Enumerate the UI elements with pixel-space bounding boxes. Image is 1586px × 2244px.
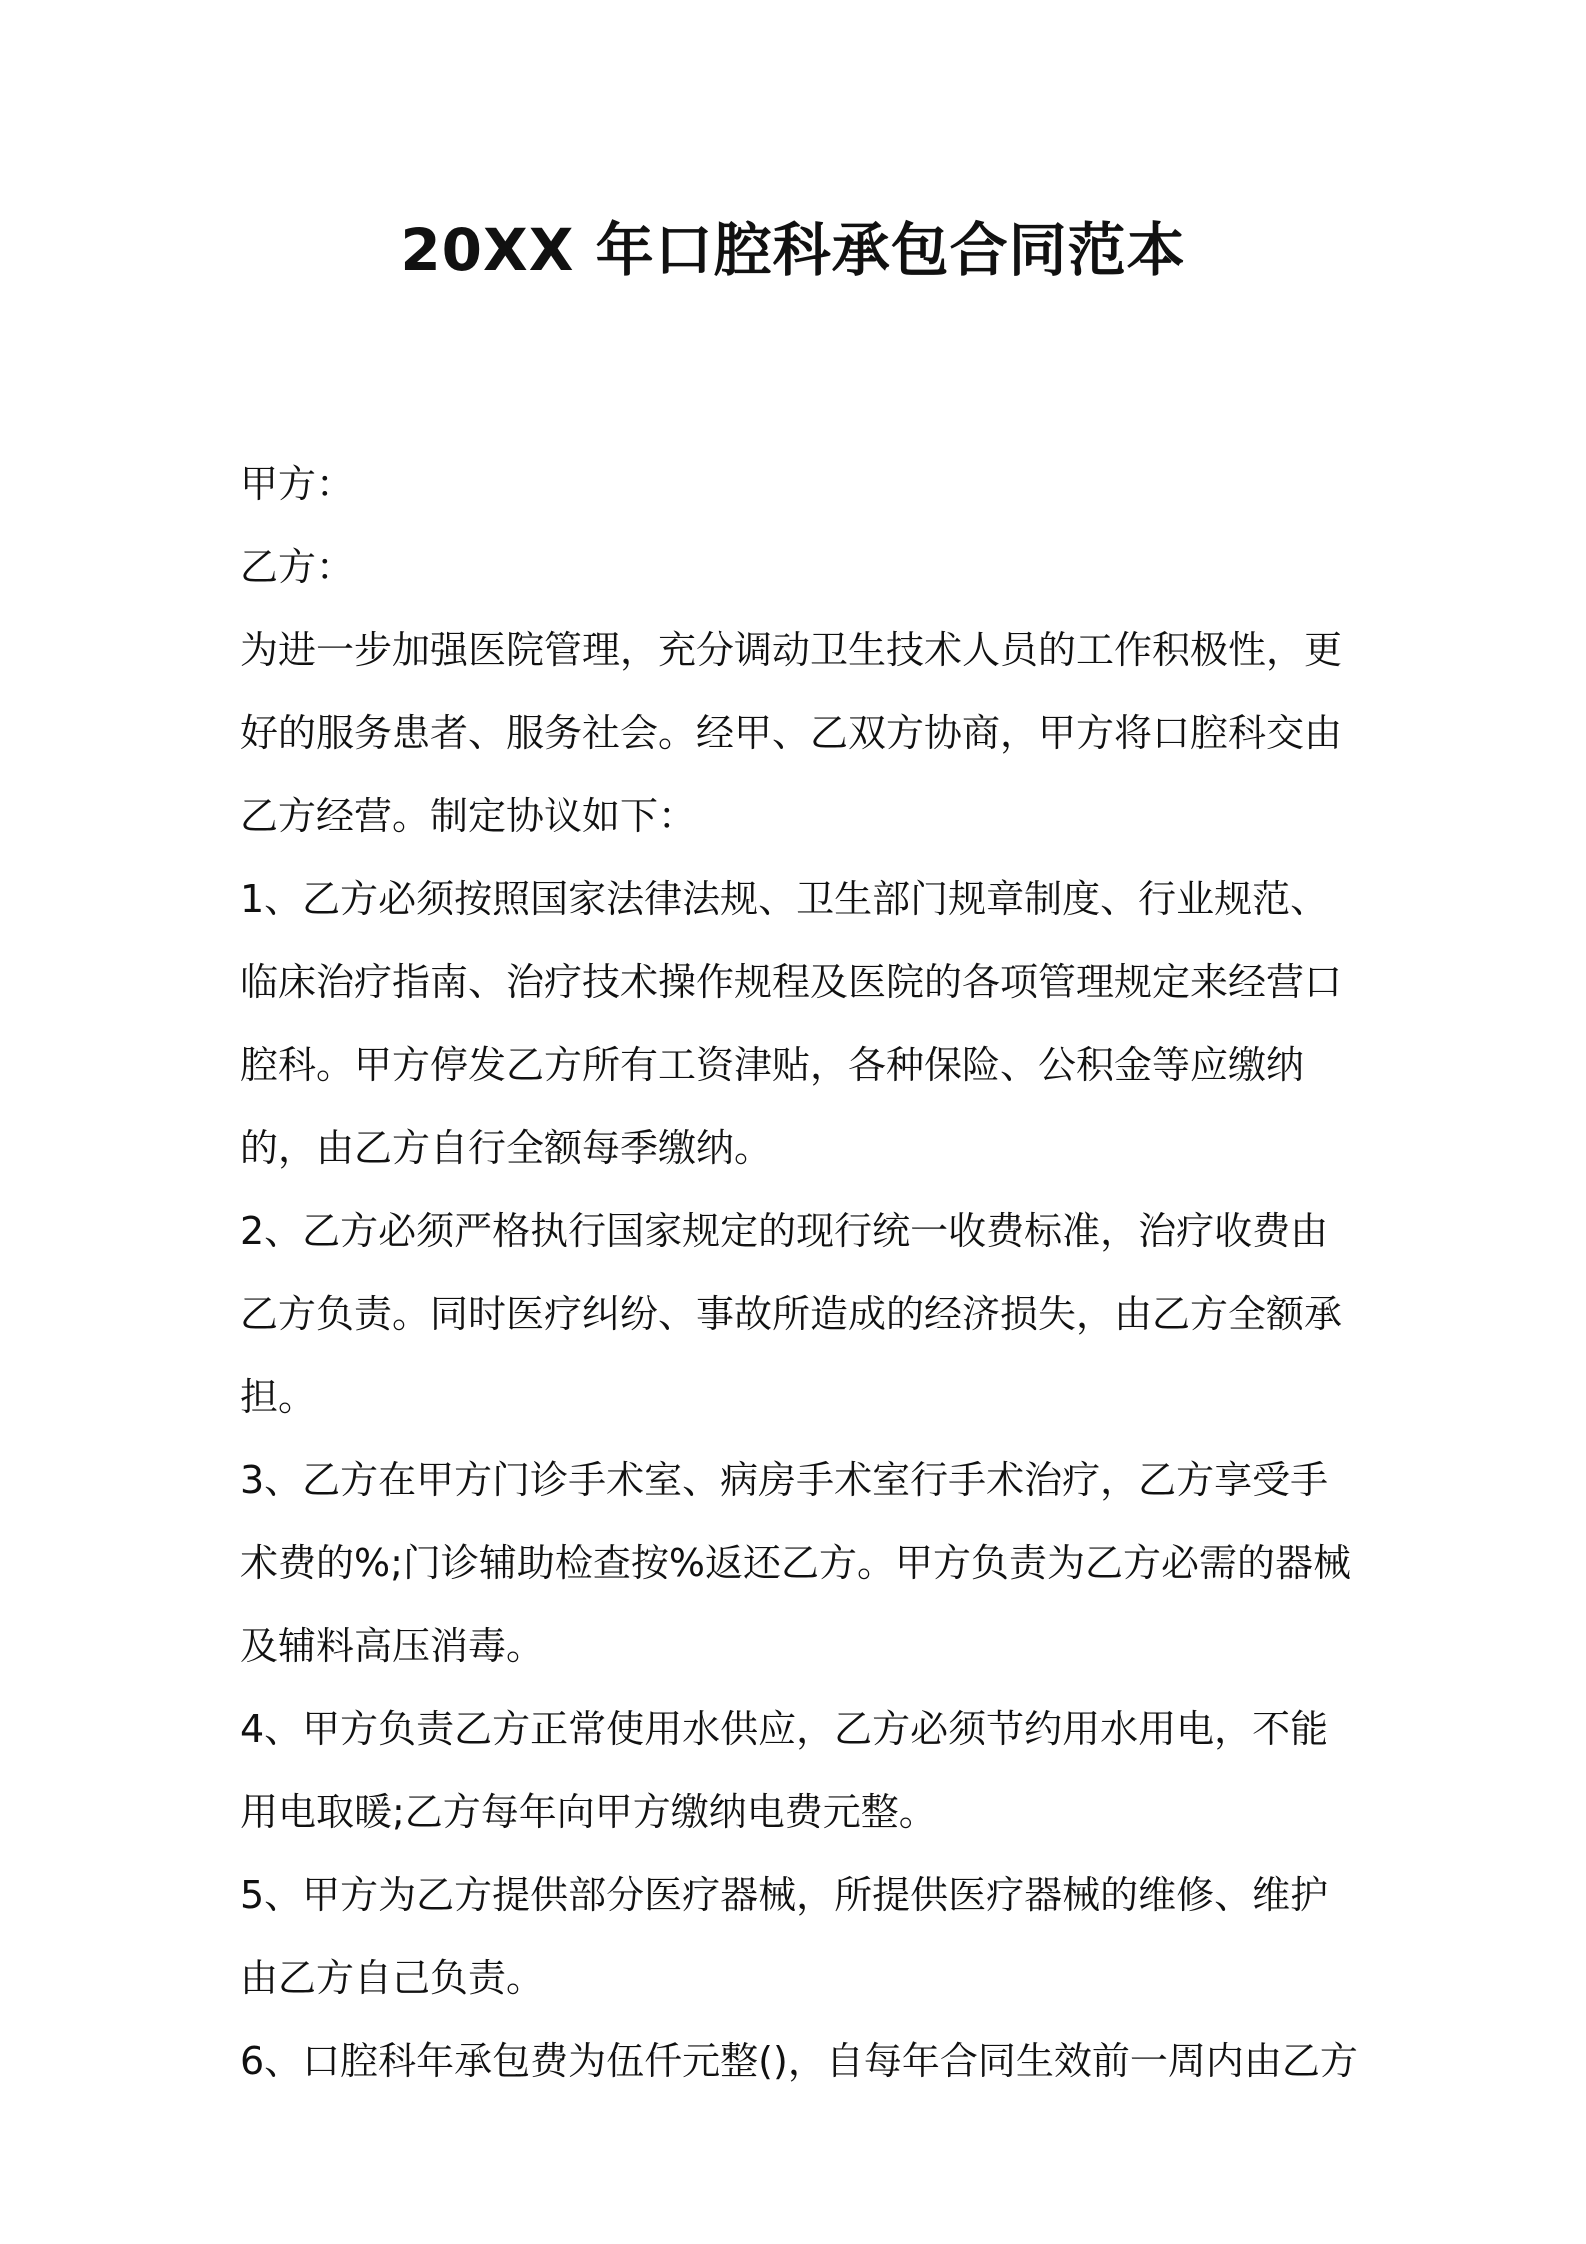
- clause-4: 4、甲方负责乙方正常使用水供应，乙方必须节约用水用电，不能用电取暖;乙方每年向甲方缴纳电费元整。: [240, 1707, 1329, 1834]
- document-body: [240, 443, 1360, 2103]
- party-a-line: 甲方：: [240, 462, 355, 506]
- clause-2: 2、乙方必须严格执行国家规定的现行统一收费标准，治疗收费由乙方负责。同时医疗纠纷、事故所造成的经济损失，由乙方全额承担。: [240, 1209, 1343, 1419]
- clause-6: 6、口腔科年承包费为伍仟元整()，自每年合同生效前一周内由乙方: [240, 2039, 1358, 2083]
- clause-3: 3、乙方在甲方门诊手术室、病房手术室行手术治疗，乙方享受手术费的%;门诊辅助检查按%返还乙方。甲方负责为乙方必需的器械及辅料高压消毒。: [240, 1458, 1352, 1668]
- preamble-paragraph: 为进一步加强医院管理，充分调动卫生技术人员的工作积极性，更好的服务患者、服务社会。经甲、乙双方协商，甲方将口腔科交由乙方经营。制定协议如下：: [240, 628, 1343, 838]
- party-b-line: 乙方：: [240, 545, 355, 589]
- clause-5: 5、甲方为乙方提供部分医疗器械，所提供医疗器械的维修、维护由乙方自己负责。: [240, 1873, 1329, 2000]
- document-title: 20XX 年口腔科承包合同范本: [400, 216, 1186, 284]
- clause-1: 1、乙方必须按照国家法律法规、卫生部门规章制度、行业规范、临床治疗指南、治疗技术操作规程及医院的各项管理规定来经营口腔科。甲方停发乙方所有工资津贴，各种保险、公积金等应缴纳的，由乙方自行全额每季缴纳。: [240, 877, 1343, 1170]
